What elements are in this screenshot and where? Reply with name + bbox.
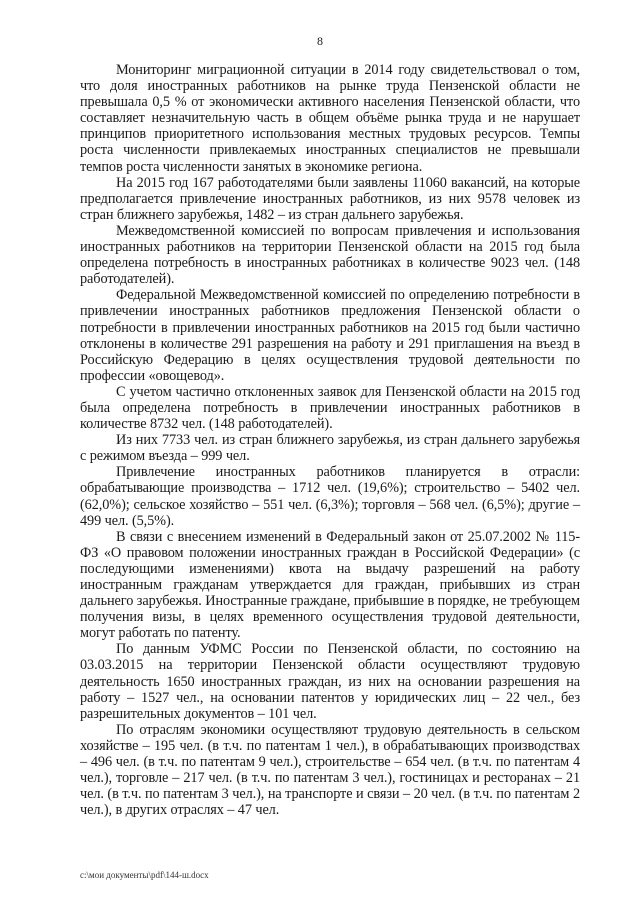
paragraph-industries-planned: Привлечение иностранных работников планируется в отрасли: обрабатывающие производства – 1712 чел. (19,6%); строительство – 5402 чел. (62,0%); сельское хозяйство – 551 чел. (6,3%); торговля – 568 чел. (6,5%); другие – 499 чел. (5,5%). (80, 464, 580, 529)
paragraph-adjusted-demand: С учетом частично отклоненных заявок для Пензенской области на 2015 год была определена потребность в привлечении иностранных работников в количестве 8732 чел. (148 работодателей). (80, 383, 580, 433)
paragraph-federal-commission: Федеральной Межведомственной комиссией по определению потребности в привлечении иностранных работников предложения Пензенской области о потребности в привлечении иностранных работников на 2015 год были частично отклонены в количестве 291 разрешения на работу и 291 приглашения на въезд в Российскую Федерацию в целях осуществления трудовой деятельности по профессии «овощевод». (80, 287, 580, 384)
document-body (80, 62, 580, 818)
footer-file-path: c:\мои документы\pdf\144-ш.docx (80, 870, 209, 880)
page-number: 8 (317, 34, 323, 48)
paragraph-federal-law: В связи с внесением изменений в Федеральный закон от 25.07.2002 № 115-ФЗ «О правовом положении иностранных граждан в Российской Федерации» (с последующими изменениями) квота на выдачу разрешений на работу иностранным гражданам утверждается для граждан, прибывших из стран дальнего зарубежья. Иностранные граждане, прибывшие в порядке, не требующем получения визы, в целях временного осуществления трудовой деятельности, могут работать по патенту. (80, 528, 580, 642)
paragraph-interagency-commission: Межведомственной комиссией по вопросам привлечения и использования иностранных работников на территории Пензенской области на 2015 год была определена потребность в иностранных работниках в количестве 9023 чел. (148 работодателей). (80, 222, 580, 288)
paragraph-near-far-abroad: Из них 7733 чел. из стран ближнего зарубежья, из стран дальнего зарубежья с режимом въезда – 999 чел. (80, 432, 580, 465)
paragraph-by-sector: По отраслям экономики осуществляют трудовую деятельность в сельском хозяйстве – 195 чел. (в т.ч. по патентам 1 чел.), в обрабатывающих производствах – 496 чел. (в т.ч. по патентам 9 чел.), строительстве – 654 чел. (в т.ч. по патентам 4 чел.), торговле – 217 чел. (в т.ч. по патентам 3 чел.), гостиницах и ресторанах – 21 чел. (в т.ч. по патентам 3 чел.), на транспорте и связи – 20 чел. (в т.ч. по патентам 2 чел.), в других отраслях – 47 чел. (80, 721, 580, 819)
paragraph-vacancies-2015: На 2015 год 167 работодателями были заявлены 11060 вакансий, на которые предполагается привлечение иностранных работников, из них 9578 человек из стран ближнего зарубежья, 1482 – из стран дальнего зарубежья. (80, 174, 580, 223)
paragraph-migration-monitoring: Мониторинг миграционной ситуации в 2014 году свидетельствовал о том, что доля иностранных работников на рынке труда Пензенской области не превышала 0,5 % от экономически активного населения Пензенской области, что составляет незначительную часть в общем объёме рынка труда и не нарушает принципов приоритетного использования местных трудовых ресурсов. Темпы роста численности привлекаемых иностранных специалистов не превышали темпов роста численности занятых в экономике региона. (80, 62, 580, 175)
paragraph-ufms-data: По данным УФМС России по Пензенской области, по состоянию на 03.03.2015 на территории Пензенской области осуществляют трудовую деятельность 1650 иностранных граждан, из них на основании разрешения на работу – 1527 чел., на основании патентов у юридических лиц – 22 чел., без разрешительных документов – 101 чел. (80, 641, 580, 722)
